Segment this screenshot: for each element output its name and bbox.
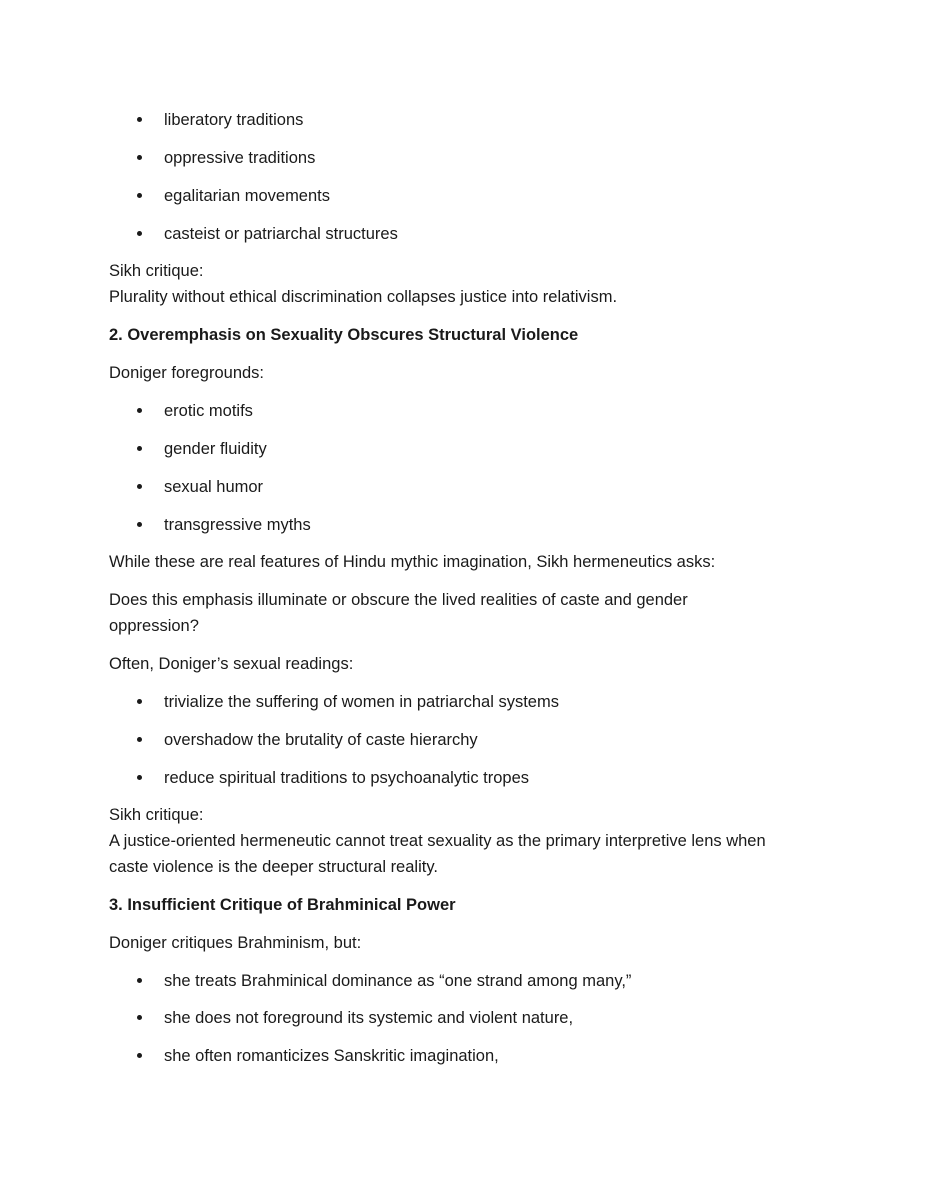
- list-item-text: casteist or patriarchal structures: [164, 225, 398, 243]
- critique-label: Sikh critique:: [109, 806, 204, 824]
- list-item-text: liberatory traditions: [164, 111, 304, 129]
- critique-text: Plurality without ethical discrimination collapses justice into relativism.: [109, 288, 618, 306]
- paragraph: Doniger foregrounds:: [109, 364, 265, 382]
- list-item-text: sexual humor: [164, 478, 264, 496]
- bullet-icon: [137, 737, 142, 742]
- paragraph: Often, Doniger’s sexual readings:: [109, 655, 354, 673]
- list-item-text: she treats Brahminical dominance as “one strand among many,”: [164, 972, 632, 990]
- list-item-text: reduce spiritual traditions to psychoanalytic tropes: [164, 769, 530, 787]
- bullet-icon: [137, 978, 142, 983]
- bullet-icon: [137, 484, 142, 489]
- bullet-icon: [137, 117, 142, 122]
- list-item-text: erotic motifs: [164, 402, 253, 420]
- list-item-text: overshadow the brutality of caste hierarchy: [164, 731, 478, 749]
- list-item-text: trivialize the suffering of women in patriarchal systems: [164, 693, 559, 711]
- list-item-text: gender fluidity: [164, 440, 267, 458]
- list-item-text: oppressive traditions: [164, 149, 316, 167]
- bullet-icon: [137, 775, 142, 780]
- paragraph: Does this emphasis illuminate or obscure the lived realities of caste and gender: [109, 591, 688, 609]
- critique-text: caste violence is the deeper structural reality.: [109, 858, 438, 876]
- paragraph: Doniger critiques Brahminism, but:: [109, 934, 362, 952]
- list-item-text: transgressive myths: [164, 516, 311, 534]
- bullet-icon: [137, 193, 142, 198]
- list-item-text: she does not foreground its systemic and violent nature,: [164, 1009, 574, 1027]
- bullet-icon: [137, 408, 142, 413]
- paragraph: oppression?: [109, 617, 199, 635]
- critique-text: A justice-oriented hermeneutic cannot treat sexuality as the primary interpretive lens when: [109, 832, 766, 850]
- list-item-text: she often romanticizes Sanskritic imagination,: [164, 1047, 499, 1065]
- section-heading: 2. Overemphasis on Sexuality Obscures Structural Violence: [109, 326, 579, 344]
- paragraph: While these are real features of Hindu mythic imagination, Sikh hermeneutics asks:: [109, 553, 716, 571]
- bullet-icon: [137, 446, 142, 451]
- bullet-icon: [137, 1053, 142, 1058]
- critique-label: Sikh critique:: [109, 262, 204, 280]
- bullet-icon: [137, 155, 142, 160]
- bullet-icon: [137, 522, 142, 527]
- bullet-icon: [137, 231, 142, 236]
- bullet-icon: [137, 1015, 142, 1020]
- section-heading: 3. Insufficient Critique of Brahminical Power: [109, 896, 456, 914]
- list-item-text: egalitarian movements: [164, 187, 330, 205]
- bullet-icon: [137, 699, 142, 704]
